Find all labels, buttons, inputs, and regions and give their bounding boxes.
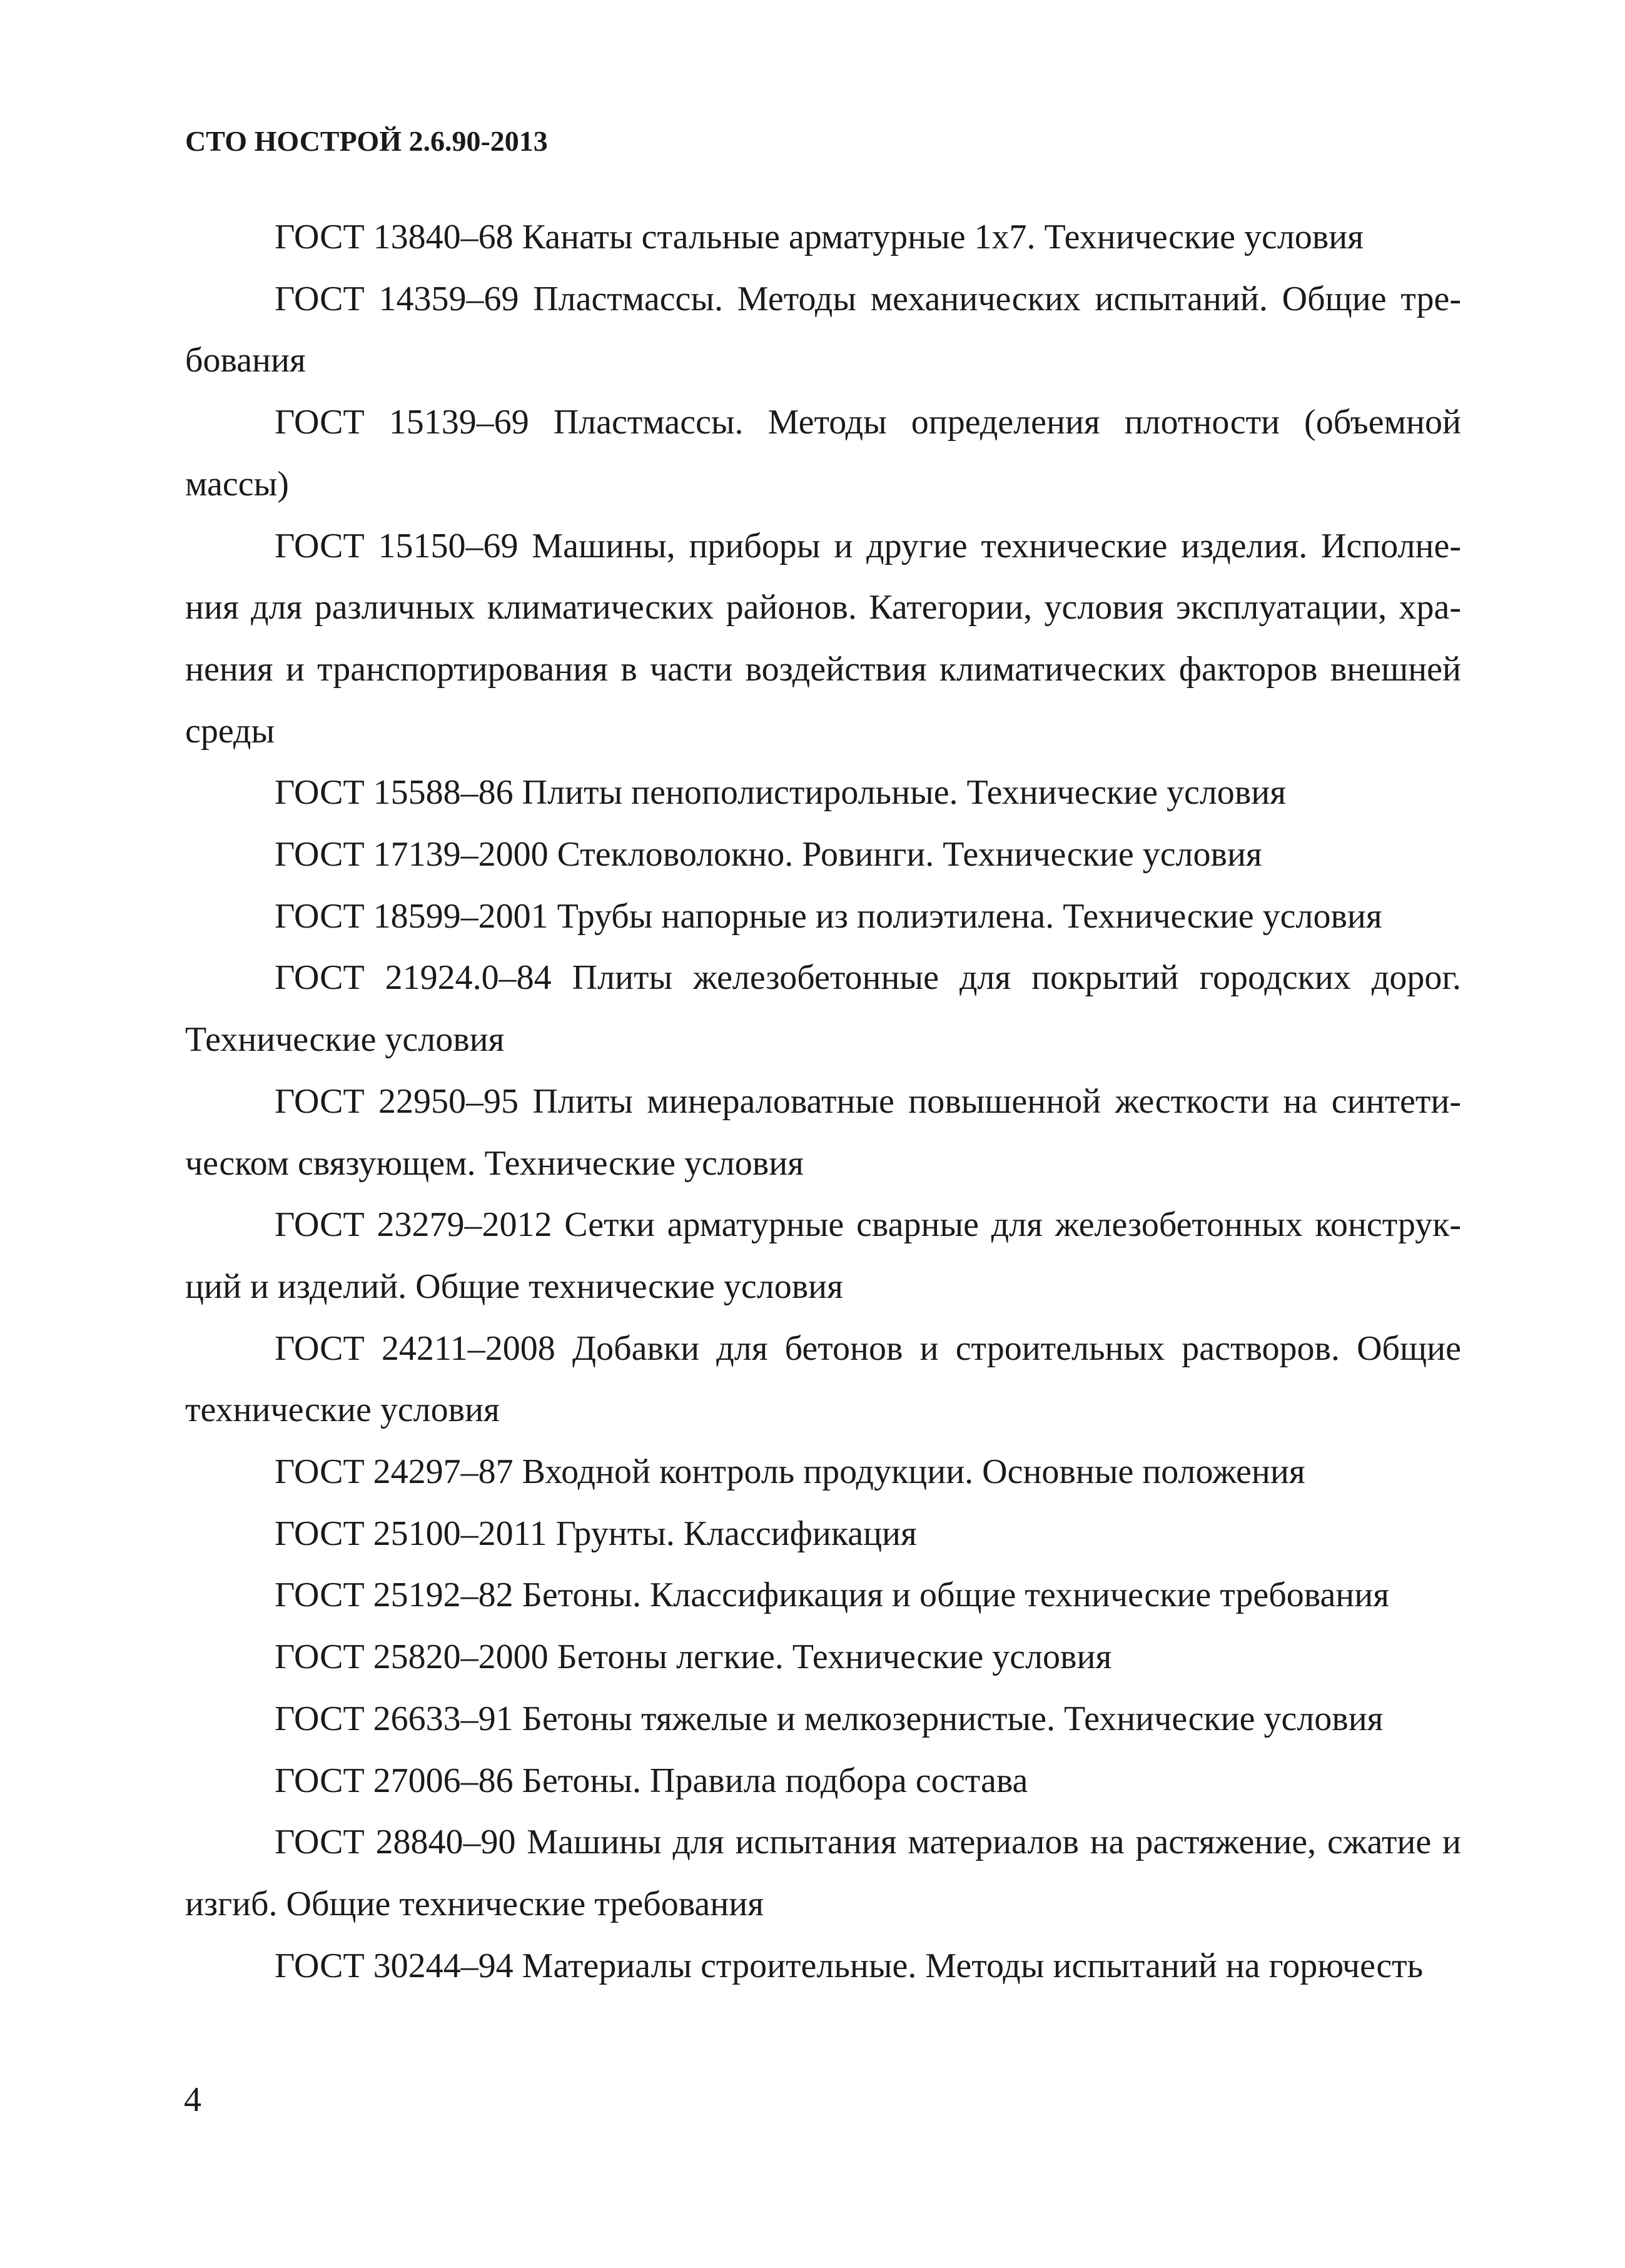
reference-item: ГОСТ 30244–94 Материалы строительные. Методы испытаний на горючесть [275, 1946, 1424, 1985]
reference-item: ГОСТ 24211–2008 Добавки для бетонов и строительных растворов. Общие технические условия [185, 1329, 1461, 1430]
reference-item: ГОСТ 15139–69 Пластмассы. Методы определения плотности (объемной массы) [185, 403, 1461, 504]
reference-item: ГОСТ 27006–86 Бетоны. Правила подбора состава [275, 1761, 1028, 1800]
reference-item: ГОСТ 21924.0–84 Плиты железобетонные для покрытий городских дорог. Технические условия [185, 958, 1461, 1060]
document-code-header: СТО НОСТРОЙ 2.6.90-2013 [185, 125, 548, 157]
reference-list [185, 206, 1461, 1997]
reference-item: ГОСТ 13840–68 Канаты стальные арматурные 1х7. Технические условия [275, 218, 1364, 256]
reference-item: ГОСТ 25192–82 Бетоны. Классификация и общие технические требования [275, 1576, 1389, 1615]
reference-item: ГОСТ 15588–86 Плиты пенополистирольные. Технические условия [275, 773, 1286, 813]
reference-item: ГОСТ 24297–87 Входной контроль продукции. Основные положения [275, 1452, 1305, 1492]
reference-item: ГОСТ 22950–95 Плиты минераловатные повышенной жесткости на синтетическом связующем. Технические условия [185, 1081, 1461, 1183]
reference-item: ГОСТ 17139–2000 Стекловолокно. Ровинги. Технические условия [275, 835, 1262, 874]
reference-item: ГОСТ 28840–90 Машины для испытания материалов на растяжение, сжатие и изгиб. Общие технические требования [185, 1823, 1461, 1923]
reference-item: ГОСТ 25100–2011 Грунты. Классификация [275, 1514, 917, 1553]
reference-item: ГОСТ 18599–2001 Трубы напорные из полиэтилена. Технические условия [275, 896, 1382, 936]
page-number: 4 [184, 2080, 201, 2119]
reference-item: ГОСТ 25820–2000 Бетоны легкие. Технические условия [275, 1638, 1112, 1677]
reference-item: ГОСТ 26633–91 Бетоны тяжелые и мелкозернистые. Технические условия [275, 1699, 1384, 1738]
reference-item: ГОСТ 14359–69 Пластмассы. Методы механических испытаний. Общие требования [185, 279, 1461, 380]
reference-item: ГОСТ 15150–69 Машины, приборы и другие технические изделия. Исполнения для различных климатических районов. Категории, условия эксплуатации, хранения и транспортирования в части воздействия климатических факторов внешней среды [185, 526, 1461, 751]
reference-item: ГОСТ 23279–2012 Сетки арматурные сварные для железобетонных конструкций и изделий. Общие технические условия [185, 1205, 1461, 1306]
